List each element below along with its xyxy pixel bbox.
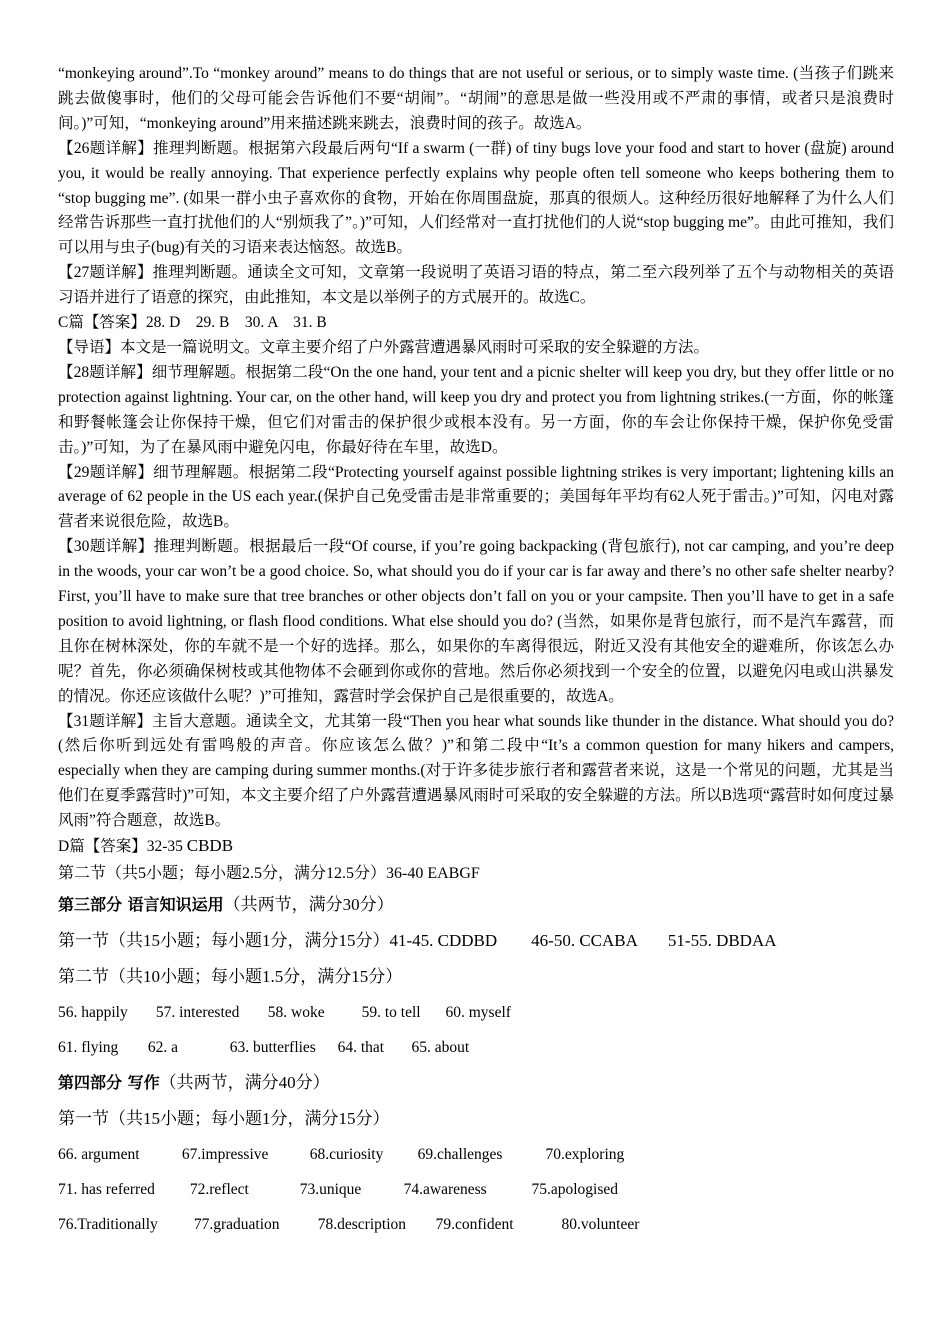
answer-item: 62. a [147,1039,179,1056]
answer-item: 74.awareness [403,1181,487,1198]
part3-section1 [58,923,894,959]
answer-item: 80.volunteer [561,1216,640,1233]
answer-item: 67.impressive [181,1146,269,1163]
answer-group: 46-50. CCABA [531,931,638,950]
para-25-tail: “monkeying around”.To “monkey around” means to do things that are not useful or serious, or to simply waste time. (当孩子们跳来跳去做傻事时，他们的父母可能会告诉他们不要“胡闹”。“胡闹”的意思是做一些没用或不严肃的事情，或者只是浪费时间。)”可知，“monkeying around”用来描述跳来跳去，浪费时间的孩子。故选A。 [58,65,894,132]
answer-item: 72.reflect [189,1181,249,1198]
writing-answers-row [58,1137,894,1172]
grammar-answers-row [58,1030,894,1065]
answer-item: 76.Traditionally [58,1216,158,1233]
part3-section2: 第二节（共10小题；每小题1.5分，满分15分） [58,967,403,986]
para-29-explanation: 【29题详解】细节理解题。根据第二段“Protecting yourself against possible lightning strikes is very important; lightening kills an average of 62 people in the US each year.(保护自己免受雷击是非常重要的；美国每年平均有62人死于雷击。)”可知，闪电对露营者来说很危险，故选B。 [58,463,894,531]
answer-item: 66. argument [58,1146,140,1163]
part3-title: 第三部分 语言知识运用 [58,895,224,914]
answer-item: 57. interested [155,1004,240,1021]
section-d-label: D篇【答案】32-35 [58,838,187,856]
writing-answers-row [58,1172,894,1207]
answer-item: 56. happily [58,1004,128,1021]
answer-item: 79.confident [435,1216,514,1233]
answer-group: 51-55. DBDAA [667,931,777,950]
para-30-explanation: 【30题详解】推理判断题。根据最后一段“Of course, if you’re going backpacking (背包旅行), not car camping, and you’re deep in the woods, your car won’t be a good choice. So, what should you do if your car is far away and there’s no other safe shelter nearby? First, you’ll have to make sure that tree branches or other objects don’t fall on you or your campsite. Then you’ll have to get in a safe position to avoid lightning, or flash flood conditions. What else should you do? (当然，如果你是背包旅行，而不是汽车露营，而且你在树林深处，你的车就不是一个好的选择。那么，如果你的车离得很远，附近又没有其他安全的避难所，你该怎么办呢？首先，你必须确保树枝或其他物体不会砸到你或你的营地。然后你必须找到一个安全的位置，以避免闪电或山洪暴发的情况。你还应该做什么呢？)”可推知，露营时学会保护自己是很重要的，故选A。 [58,538,894,705]
answer-item: 70.exploring [545,1146,625,1163]
part4-note: （共两节，满分40分） [159,1073,330,1092]
section-d-answer: CBDB [186,836,234,856]
part2-section2: 第二节（共5小题；每小题2.5分，满分12.5分）36-40 EABGF [58,865,480,882]
part4-section1: 第一节（共15小题；每小题1分，满分15分） [58,1109,390,1128]
answer-item: 65. about [411,1039,470,1056]
part4-title: 第四部分 写作 [58,1073,160,1092]
part3-heading [58,887,894,923]
part3-sec1-label: 第一节（共15小题；每小题1分，满分15分） [58,931,390,950]
answer-key-page [58,62,894,1242]
part4-heading [58,1065,894,1101]
section-c-intro: 【导语】本文是一篇说明文。文章主要介绍了户外露营遭遇暴风雨时可采取的安全躲避的方法。 [58,338,710,356]
para-26-explanation: 【26题详解】推理判断题。根据第六段最后两句“If a swarm (一群) of tiny bugs love your food and start to hover (盘旋) around you, it would be really annoying. That experience perfectly explains why people often tell someone who keeps bothering them to “stop bugging me”. (如果一群小虫子喜欢你的食物，开始在你周围盘旋，那真的很烦人。这种经历很好地解释了为什么人们经常告诉那些一直打扰他们的人“别烦我了”。)”可知，人们经常对一直打扰他们的人说“stop bugging me”。由此可推知，我们可以用与虫子(bug)有关的习语来表达恼怒。故选B。 [58,139,894,257]
answer-item: 60. myself [445,1004,511,1021]
answer-item: 78.description [317,1216,406,1233]
answer-group: 41-45. CDDBD [389,931,498,950]
answer-item: 71. has referred [58,1181,155,1198]
part3-note: （共两节，满分30分） [223,895,394,914]
answer-item: 77.graduation [193,1216,280,1233]
para-31-explanation: 【31题详解】主旨大意题。通读全文，尤其第一段“Then you hear what sounds like thunder in the distance. What should you do?(然后你听到远处有雷鸣般的声音。你应该怎么做？)”和第二段中“It’s a common question for many hikers and campers, especially when they are camping during summer months.(对于许多徒步旅行者和露营者来说，这是一个常见的问题，尤其是当他们在夏季露营时)”可知，本文主要介绍了户外露营遭遇暴风雨时可采取的安全躲避的方法。所以B选项“露营时如何度过暴风雨”符合题意，故选B。 [58,712,894,830]
answer-item: 64. that [337,1039,385,1056]
section-d-answer-line [58,834,894,860]
answer-item: 58. woke [267,1004,325,1021]
para-28-explanation: 【28题详解】细节理解题。根据第二段“On the one hand, your tent and a picnic shelter will keep you dry, but they offer little or no protection against lightning. Your car, on the other hand, will keep you dry and protect you from lightning strikes.(一方面，你的帐篷和野餐帐篷会让你保持干燥，但它们对雷击的保护很少或根本没有。另一方面，你的车会让你保持干燥，保护你免受雷击。)”可知，为了在暴风雨中避免闪电，你最好待在车里，故选D。 [58,363,894,456]
answer-item: 73.unique [299,1181,362,1198]
answer-item: 61. flying [58,1039,119,1056]
para-27-explanation: 【27题详解】推理判断题。通读全文可知，文章第一段说明了英语习语的特点，第二至六段列举了五个与动物相关的英语习语并进行了语意的探究，由此推知，本文是以举例子的方式展开的。故选C。 [58,264,894,307]
answer-item: 75.apologised [531,1181,619,1198]
answer-item: 68.curiosity [309,1146,384,1163]
grammar-answers-row [58,995,894,1030]
writing-answers-row [58,1207,894,1242]
answer-item: 59. to tell [361,1004,421,1021]
answer-item: 69.challenges [417,1146,503,1163]
answer-item: 63. butterflies [229,1039,316,1056]
section-c-answer: C篇【答案】28. D 29. B 30. A 31. B [58,314,327,332]
